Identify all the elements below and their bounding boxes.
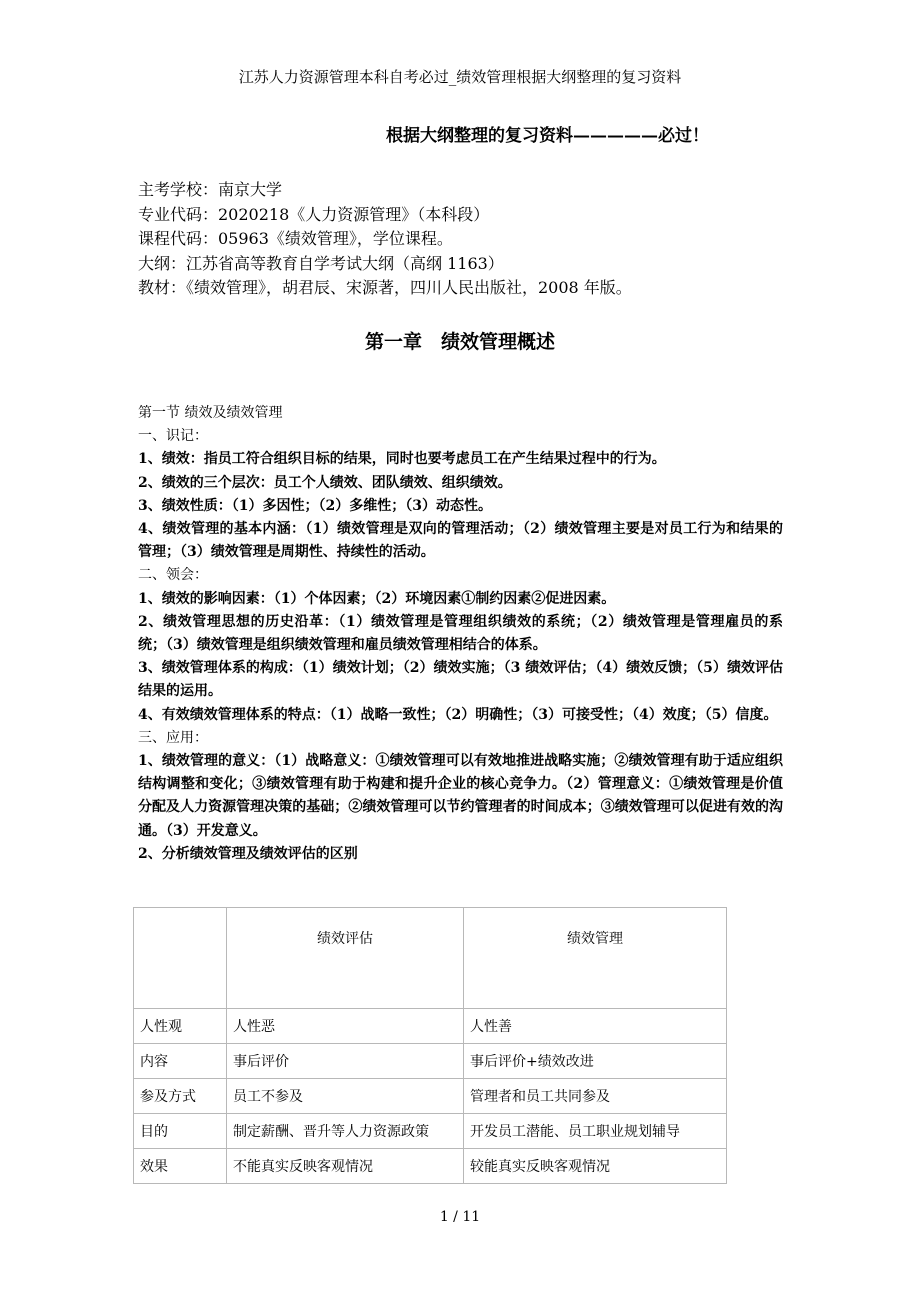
table-cell: 目的 [134,1114,227,1149]
table-header-row [134,908,727,1009]
table-row [134,1044,727,1079]
syllabus: 大纲：江苏省高等教育自学考试大纲（高纲 1163） [138,253,504,273]
course-code: 课程代码：05963《绩效管理》，学位课程。 [138,229,453,248]
table-row [134,1009,727,1044]
table-cell: 效果 [134,1149,227,1184]
table-cell: 人性善 [464,1009,727,1044]
subsection-heading: 三、应用： [138,729,208,746]
paragraph: 1、绩效：指员工符合组织目标的结果，同时也要考虑员工在产生结果过程中的行为。 [138,451,666,468]
comparison-table [133,907,727,1184]
page-number: 1 / 11 [439,1209,481,1225]
subsection-heading: 二、领会： [138,567,208,584]
table-cell: 内容 [134,1044,227,1079]
table-cell: 事后评价 [227,1044,464,1079]
chapter-title: 第一章 绩效管理概述 [364,331,555,353]
textbook: 教材：《绩效管理》，胡君辰、宋源著，四川人民出版社，2008 年版。 [138,278,632,297]
table-header-cell [134,908,227,1009]
document-title: 根据大纲整理的复习资料—————必过！ [386,126,709,146]
paragraph: 4、有效绩效管理体系的特点：（1）战略一致性；（2）明确性；（3）可接受性；（4）效度；（5）信度。 [138,706,778,723]
paragraph: 4、绩效管理的基本内涵：（1）绩效管理是双向的管理活动；（2）绩效管理主要是对员工行为和结果的管理；（3）绩效管理是周期性、持续性的活动。 [138,520,783,561]
subsection-heading: 一、识记： [138,428,208,445]
table-row [134,1079,727,1114]
table-header-cell: 绩效管理 [464,908,727,1009]
table-cell: 管理者和员工共同参及 [464,1079,727,1114]
table-cell: 不能真实反映客观情况 [227,1149,464,1184]
section-heading: 第一节 绩效及绩效管理 [138,405,283,421]
paragraph: 2、绩效管理思想的历史沿革：（1）绩效管理是管理组织绩效的系统；（2）绩效管理是管理雇员的系统；（3）绩效管理是组织绩效管理和雇员绩效管理相结合的体系。 [138,613,783,653]
page-header: 江苏人力资源管理本科自考必过_绩效管理根据大纲整理的复习资料 [238,68,682,86]
table-header-cell: 绩效评估 [227,908,464,1009]
paragraph: 2、分析绩效管理及绩效评估的区别 [138,845,358,862]
paragraph: 2、绩效的三个层次：员工个人绩效、团队绩效、组织绩效。 [138,474,512,491]
exam-school: 主考学校：南京大学 [138,180,283,199]
table-row [134,1149,727,1184]
table-cell: 开发员工潜能、员工职业规划辅导 [464,1114,727,1149]
table-row [134,1114,727,1149]
table-cell: 人性观 [134,1009,227,1044]
paragraph: 3、绩效性质：（1）多因性；（2）多维性；（3）动态性。 [138,497,492,514]
table-cell: 事后评价+绩效改进 [464,1044,727,1079]
course-info [138,178,632,301]
table-cell: 人性恶 [227,1009,464,1044]
paragraph: 1、绩效管理的意义：（1）战略意义：①绩效管理可以有效地推进战略实施；②绩效管理有助于适应组织结构调整和变化；③绩效管理有助于构建和提升企业的核心竞争力。（2）管理意义：①绩效管理是价值分配及人力资源管理决策的基础；②绩效管理可以节约管理者的时间成本；③绩效管理可以促进有效的沟通。（3）开发意义。 [138,752,783,839]
section-body [138,402,783,866]
table-cell: 较能真实反映客观情况 [464,1149,727,1184]
paragraph: 1、绩效的影响因素：（1）个体因素；（2）环境因素①制约因素②促进因素。 [138,590,616,607]
table-cell: 制定薪酬、晋升等人力资源政策 [227,1114,464,1149]
table-cell: 员工不参及 [227,1079,464,1114]
major-code: 专业代码：2020218《人力资源管理》（本科段） [138,204,490,224]
paragraph: 3、绩效管理体系的构成：（1）绩效计划；（2）绩效实施；（3 绩效评估；（4）绩效反馈；（5）绩效评估结果的运用。 [138,660,783,700]
table-cell: 参及方式 [134,1079,227,1114]
